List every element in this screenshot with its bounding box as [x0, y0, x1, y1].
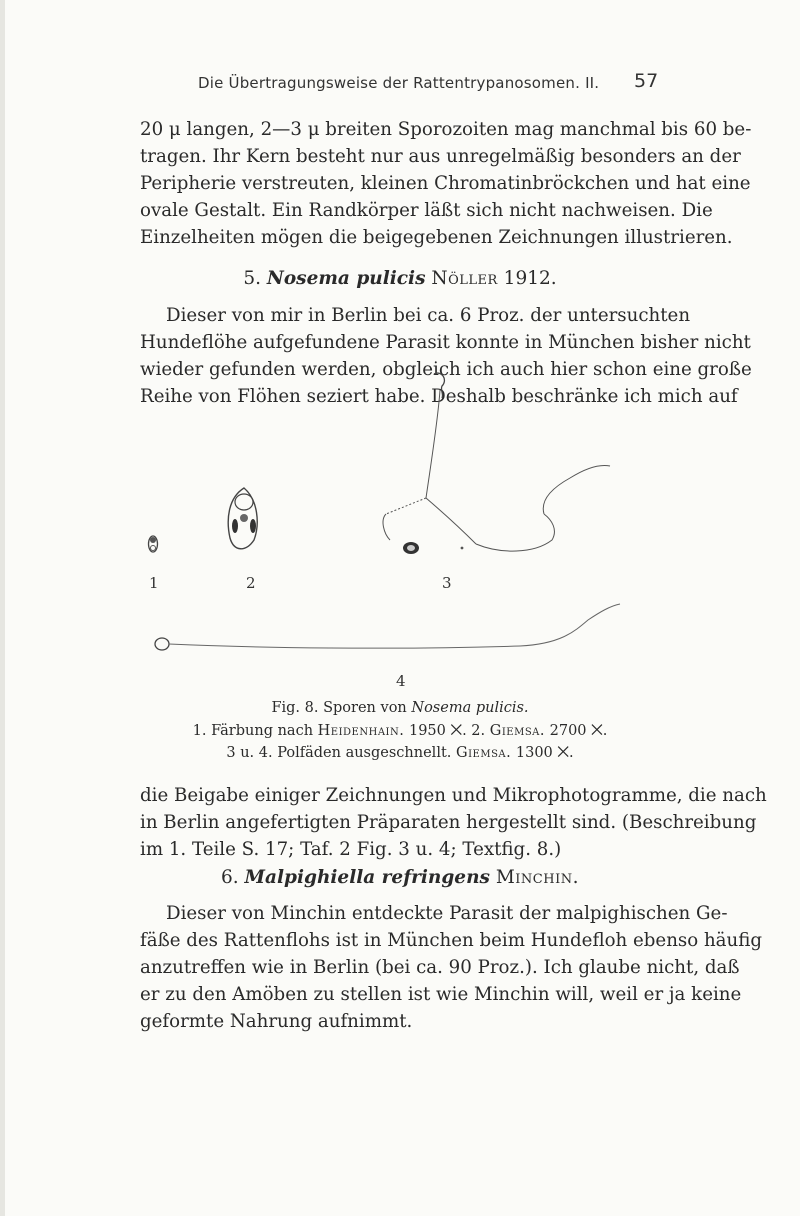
figure-caption-title: [0, 697, 800, 719]
figure-label-3: 3: [442, 574, 452, 592]
species-name: Nosema pulicis: [266, 268, 426, 289]
caption-author: Giemsa.: [456, 745, 512, 761]
caption-text: 2700 ⨉.: [545, 723, 608, 739]
text-line: ovale Gestalt. Ein Randkörper läßt sich nicht nachweisen. Die: [140, 200, 713, 221]
text-line: Dieser von Minchin entdeckte Parasit der malpighischen Ge-: [166, 903, 728, 924]
text-line: geformte Nahrung aufnimmt.: [140, 1011, 413, 1032]
text-line: Dieser von mir in Berlin bei ca. 6 Proz. der untersuchten: [166, 305, 691, 326]
text-line: Einzelheiten mögen die beigegebenen Zeichnungen illustrieren.: [140, 227, 733, 248]
species-year: 1912.: [503, 268, 557, 289]
figure-spores-drawing: [140, 360, 738, 670]
figure-caption-line2: [0, 720, 800, 742]
caption-author: Heidenhain.: [317, 723, 405, 739]
running-head: Die Übertragungsweise der Rattentrypanosomen. II.: [198, 74, 600, 92]
spore-2-drawing: [228, 488, 257, 549]
spore-1-drawing: [149, 536, 158, 552]
section-number: 6.: [221, 867, 239, 888]
text-line: fäße des Rattenflohs ist in München beim Hundefloh ebenso häufig: [140, 930, 763, 951]
text-line: 20 μ langen, 2—3 μ breiten Sporozoiten mag manchmal bis 60 be-: [140, 119, 752, 140]
figure-label-1: 1: [149, 574, 159, 592]
section-heading-malpighiella: [0, 867, 800, 888]
spore-4-drawing: [155, 604, 620, 650]
section-heading-nosema: [0, 268, 800, 289]
species-name: Malpighiella refringens: [244, 867, 490, 888]
text-line: im 1. Teile S. 17; Taf. 2 Fig. 3 u. 4; Textfig. 8.): [140, 839, 562, 860]
species-author: Minchin.: [495, 867, 579, 888]
caption-prefix: Fig. 8. Sporen von: [271, 700, 412, 716]
text-line: wieder gefunden werden, obgleich ich auch hier schon eine große: [140, 359, 752, 380]
caption-text: 1. Färbung nach: [192, 723, 318, 739]
page-number: 57: [634, 70, 659, 92]
page-edge: [0, 0, 5, 1216]
figure-caption-line3: [0, 742, 800, 764]
species-author: Nöller: [431, 268, 498, 289]
caption-text: 3 u. 4. Polfäden ausgeschnellt.: [226, 745, 456, 761]
caption-text: 1950 ⨉. 2.: [404, 723, 490, 739]
caption-species: Nosema pulicis.: [411, 700, 529, 716]
spore-3-drawing: [383, 373, 610, 554]
text-line: die Beigabe einiger Zeichnungen und Mikrophotogramme, die nach: [140, 785, 767, 806]
text-line: Hundeflöhe aufgefundene Parasit konnte in München bisher nicht: [140, 332, 751, 353]
section-number: 5.: [243, 268, 262, 289]
text-line: in Berlin angefertigten Präparaten hergestellt sind. (Beschreibung: [140, 812, 757, 833]
caption-text: 1300 ⨉.: [511, 745, 574, 761]
caption-author: Giemsa.: [489, 723, 546, 739]
paragraph-sporozoites: [140, 116, 752, 251]
paragraph-malpighiella: [140, 900, 763, 1035]
text-line: Reihe von Flöhen seziert habe. Deshalb beschränke ich mich auf: [140, 386, 738, 407]
figure-label-4: 4: [396, 672, 406, 690]
text-line: anzutreffen wie in Berlin (bei ca. 90 Proz.). Ich glaube nicht, daß: [140, 957, 740, 978]
paragraph-figure-reference: [140, 782, 767, 863]
figure-label-2: 2: [246, 574, 256, 592]
text-line: Peripherie verstreuten, kleinen Chromatinbröckchen und hat eine: [140, 173, 751, 194]
text-line: tragen. Ihr Kern besteht nur aus unregelmäßig besonders an der: [140, 146, 741, 167]
text-line: er zu den Amöben zu stellen ist wie Minchin will, weil er ja keine: [140, 984, 742, 1005]
